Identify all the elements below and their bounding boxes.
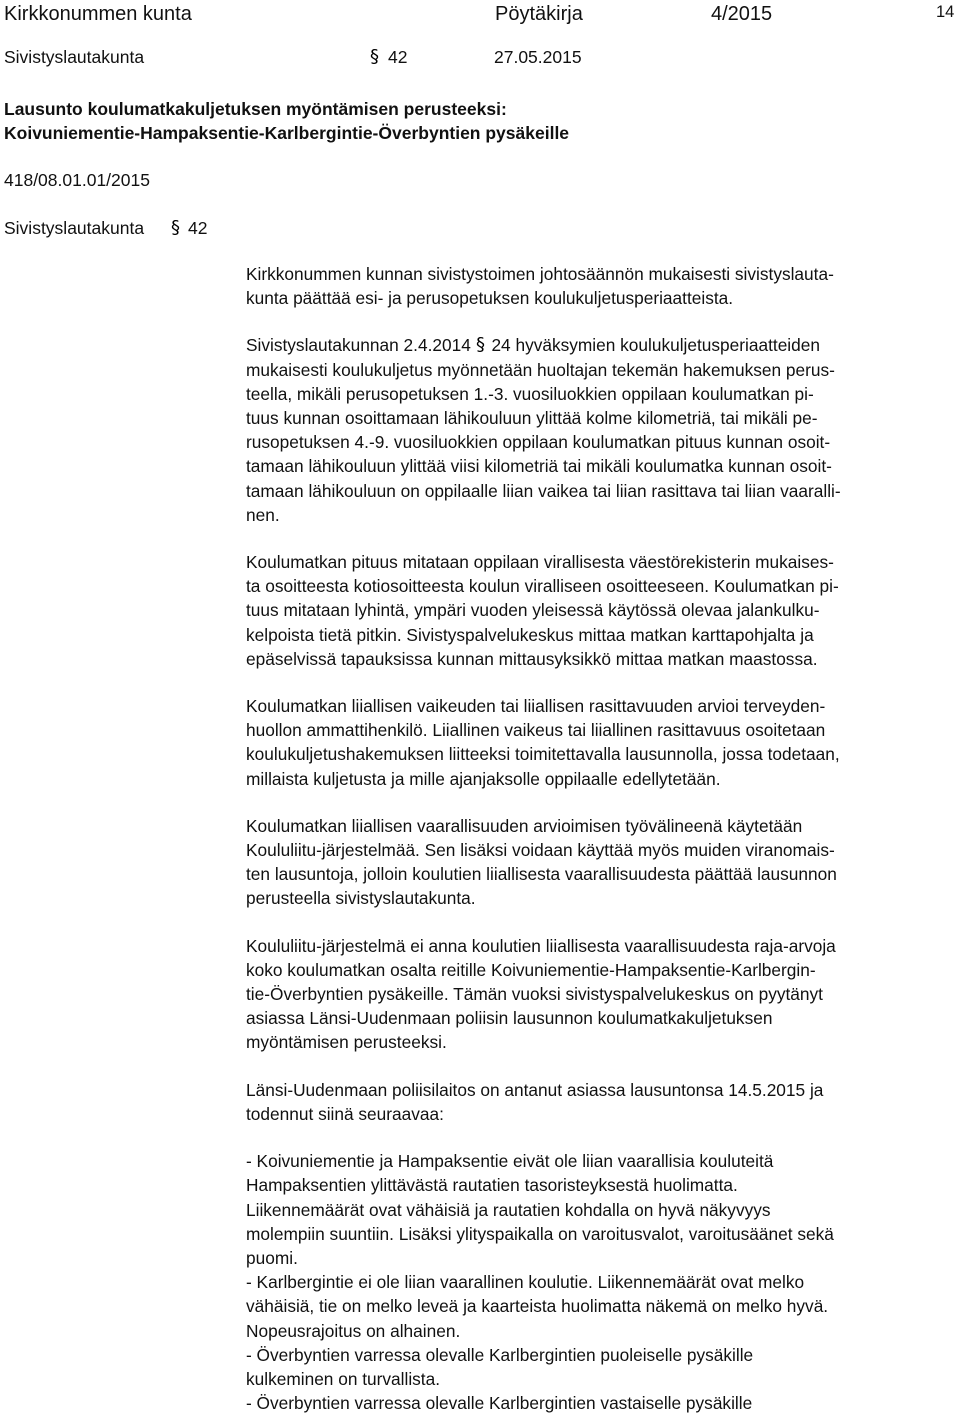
paragraph-line: nen. xyxy=(246,504,280,525)
paragraph-line: tamaan lähikouluun on oppilaalle liian vaikea tai liian rasittava tai liian vaaralli- xyxy=(246,480,841,501)
paragraph-line: perusteella sivistyslautakunta. xyxy=(246,888,476,909)
paragraph-line: mukaisesti koulukuljetus myönnetään huoltajan tekemän hakemuksen perus- xyxy=(246,359,835,380)
paragraph-1 xyxy=(246,262,952,310)
list-item: - Överbyntien varressa olevalle Karlbergintien vastaiselle pysäkille xyxy=(246,1393,753,1414)
list-item: Liikennemäärät ovat vähäisiä ja rautatien kohdalla on hyvä näkyvyys xyxy=(246,1199,771,1220)
paragraph-line: huollon ammattihenkilö. Liiallinen vaikeus tai liiallinen rasittavuus osoitetaan xyxy=(246,720,826,741)
page-number: 14 xyxy=(936,3,955,21)
list-item: Hampaksentien ylittävästä rautatien tasoristeyksestä huolimatta. xyxy=(246,1175,738,1196)
paragraph-line: Länsi-Uudenmaan poliisilaitos on antanut asiassa lausuntonsa 14.5.2015 ja xyxy=(246,1079,824,1100)
document-type: Pöytäkirja xyxy=(495,3,583,25)
paragraph-line: tamaan lähikouluun ylittää viisi kilometriä tai mikäli koulumatka kunnan osoit- xyxy=(246,456,832,477)
paragraph-line: rusopetuksen 4.-9. vuosiluokkien oppilaan koulumatkan pituus kunnan osoit- xyxy=(246,432,831,453)
svg-text:§: § xyxy=(171,217,180,237)
paragraph-line: ten lausuntoja, jolloin koulutien liiallisesta vaarallisuudesta päättää lausunnon xyxy=(246,864,837,885)
committee-name: Sivistyslautakunta xyxy=(4,47,145,67)
paragraph-2 xyxy=(246,333,952,527)
case-number: 418/08.01.01/2015 xyxy=(4,170,150,190)
paragraph-line: tuus mitataan lyhintä, ympäri vuoden yleisessä käytössä olevaa jalankulku- xyxy=(246,600,820,621)
section-mark-icon xyxy=(476,335,487,355)
list-item: Nopeusrajoitus on alhainen. xyxy=(246,1320,461,1341)
list-item: - Karlbergintie ei ole liian vaarallinen koulutie. Liikennemäärät ovat melko xyxy=(246,1272,805,1293)
paragraph-line: asiassa Länsi-Uudenmaan poliisin lausunnon koulumatkakuljetuksen xyxy=(246,1008,773,1029)
decision-reference: Sivistyslautakunnan 2.4.2014 xyxy=(246,335,471,356)
paragraph-line: koko koulumatkan osalta reitille Koivuniementie-Hampaksentie-Karlbergin- xyxy=(246,959,816,980)
paragraph-7 xyxy=(246,1078,952,1126)
paragraph-line: kelpoista tietä pitkin. Sivistyspalvelukeskus mittaa matkan karttapohjalta ja xyxy=(246,624,814,645)
paragraph-line: Koululiitu-järjestelmä ei anna koulutien liiallisesta vaarallisuudesta raja-arvoja xyxy=(246,935,836,956)
paragraph-6 xyxy=(246,934,952,1055)
paragraph-line: Kirkkonummen kunnan sivistystoimen johtosäännön mukaisesti sivistyslauta- xyxy=(246,264,834,284)
section-ref-body: Sivistyslautakunta xyxy=(4,218,145,238)
paragraph-line: epäselvissä tapauksissa kunnan mittausyksikkö mittaa matkan maastossa. xyxy=(246,648,818,669)
paragraph-line: kunta päättää esi- ja perusopetuksen koulukuljetusperiaatteista. xyxy=(246,288,734,309)
paragraph-line: tie-Överbyntien pysäkeille. Tämän vuoksi sivistyspalvelukeskus on pyytänyt xyxy=(246,984,823,1005)
paragraph-line: myöntämisen perusteeksi. xyxy=(246,1032,447,1053)
paragraph-5 xyxy=(246,814,952,911)
paragraph-line: teella, mikäli perusopetuksen 1.-3. vuosiluokkien oppilaan koulumatkan pi- xyxy=(246,383,814,404)
paragraph-line: tuus kunnan osoittamaan lähikouluun ylittää kolme kilometriä, tai mikäli pe- xyxy=(246,408,818,429)
paragraph-line: Koulumatkan liiallisen vaikeuden tai liiallisen rasittavuuden arvioi terveyden- xyxy=(246,696,826,717)
paragraph-line: Koulumatkan liiallisen vaarallisuuden arvioimisen työvälineenä käytetään xyxy=(246,815,803,836)
list-item: puomi. xyxy=(246,1247,298,1268)
paragraph-line: Koululiitu-järjestelmää. Sen lisäksi voidaan käyttää myös muiden viranomais- xyxy=(246,840,835,861)
section-number: 42 xyxy=(388,47,408,67)
list-item: - Överbyntien varressa olevalle Karlbergintien puoleiselle pysäkille xyxy=(246,1344,754,1365)
list-item: kulkeminen on turvallista. xyxy=(246,1368,441,1389)
paragraph-line: ta osoitteesta kotiosoitteesta koulun viralliseen osoitteeseen. Koulumatkan pi- xyxy=(246,576,839,597)
title-line-2: Koivuniementie-Hampaksentie-Karlbergintie-Överbyntien pysäkeille xyxy=(4,123,570,143)
svg-text:§: § xyxy=(370,46,379,66)
paragraph-4 xyxy=(246,694,952,791)
municipality-name: Kirkkonummen kunta xyxy=(4,3,192,25)
title-line-1: Lausunto koulumatkakuljetuksen myöntämisen perusteeksi: xyxy=(4,99,507,119)
list-item: - Koivuniementie ja Hampaksentie eivät ole liian vaarallisia kouluteitä xyxy=(246,1151,774,1172)
decision-reference-tail: 24 hyväksymien koulukuljetusperiaatteiden xyxy=(491,335,820,356)
document-body xyxy=(246,262,952,1415)
svg-text:§: § xyxy=(475,334,485,355)
police-statement-list xyxy=(246,1149,952,1415)
paragraph-line xyxy=(246,333,952,357)
list-item: vähäisiä, tie on melko leveä ja kaarteista huolimatta näkemä on melko hyvä. xyxy=(246,1296,829,1317)
document-number: 4/2015 xyxy=(711,3,773,25)
list-item: molempiin suuntiin. Lisäksi ylityspaikalla on varoitusvalot, varoitusäänet sekä xyxy=(246,1223,834,1244)
meeting-date: 27.05.2015 xyxy=(494,47,582,67)
paragraph-3 xyxy=(246,550,952,671)
section-mark-icon xyxy=(370,46,381,68)
paragraph-line: millaista kuljetusta ja mille ajanjaksolle oppilaalle edellytetään. xyxy=(246,768,721,789)
paragraph-line: Koulumatkan pituus mitataan oppilaan virallisesta väestörekisterin mukaises- xyxy=(246,552,834,573)
paragraph-line: koulukuljetushakemuksen liitteeksi toimitettavalla lausunnolla, jossa todetaan, xyxy=(246,744,840,765)
paragraph-line: todennut siinä seuraavaa: xyxy=(246,1103,444,1124)
section-ref-number: 42 xyxy=(188,218,208,238)
section-mark-icon xyxy=(171,217,182,239)
